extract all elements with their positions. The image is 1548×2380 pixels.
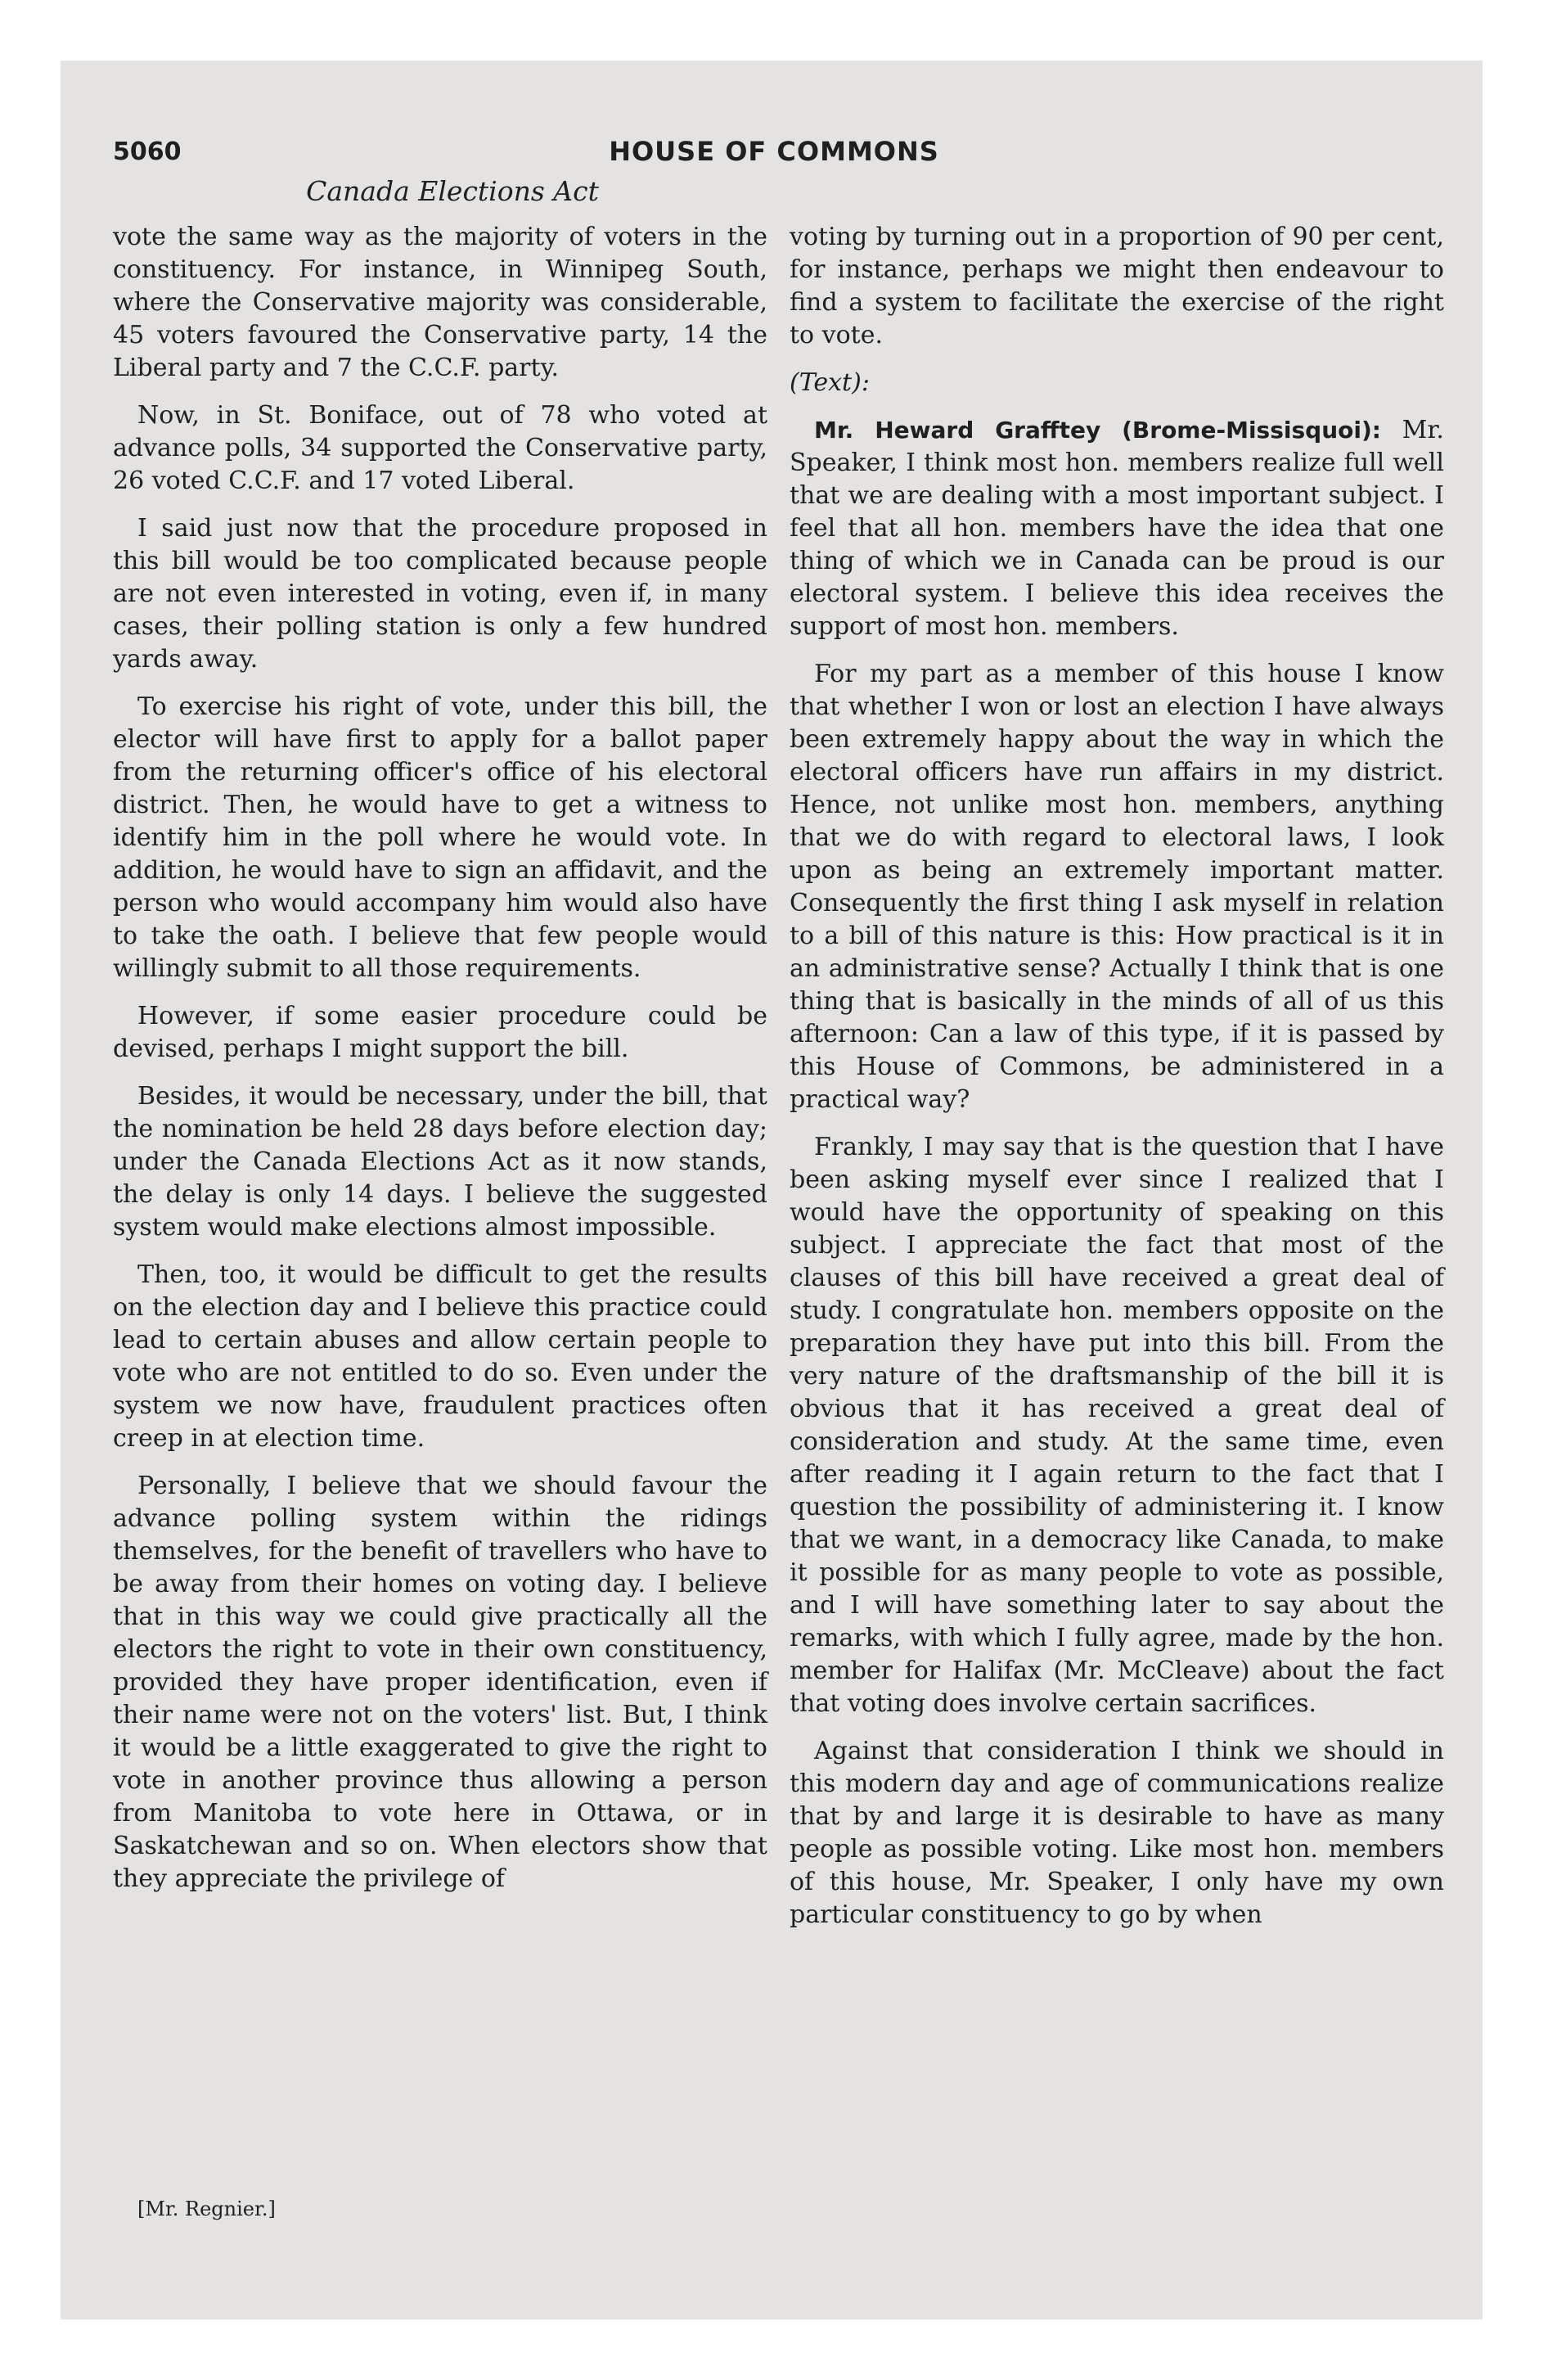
paragraph: However, if some easier procedure could be devised, perhaps I might support the bill. [113,1002,767,1063]
paragraph: For my part as a member of this house I know that whether I won or lost an election I have always been extremely happy about the way in which the electoral officers have run affairs in my district. Hence, not unlike most hon. members, anything that we do with regard to electoral laws, I look upon as being an extremely important matter. Consequently the first thing I ask myself in relation to a bill of this nature is this: How practical is it in an administrative sense? Actually I think that is one thing that is basically in the minds of all of us this afternoon: Can a law of this type, if it is passed by this House of Commons, be administered in a practical way? [790,660,1444,1114]
paragraph: vote the same way as the majority of voters in the constituency. For instance, in Winnipeg South, where the Conservative majority was considerable, 45 voters favoured the Conservative party, 14 the Liberal party and 7 the C.C.F. party. [113,223,767,382]
right-column [790,221,1444,1946]
paragraph: I said just now that the procedure proposed in this bill would be too complicated because people are not even interested in voting, even if, in many cases, their polling station is only a few hundred yards away. [113,514,767,674]
running-head: Canada Elections Act [306,175,599,207]
speech-opening-paragraph [790,414,1444,643]
paragraph: Personally, I believe that we should favour the advance polling system within the ridings themselves, for the benefit of travellers who have to be away from their homes on voting day. I believe that in this way we could give practically all the electors the right to vote in their own constituency, provided they have proper identification, even if their name were not on the voters' list. But, I think it would be a little exaggerated to give the right to vote in another province thus allowing a person from Manitoba to vote here in Ottawa, or in Saskatchewan and so on. When electors show that they appreciate the privilege of [113,1472,767,1893]
speaker-name: Mr. Heward Grafftey (Brome-Missisquoi): [814,417,1381,444]
speech-opening-text: Mr. Speaker, I think most hon. members realize full well that we are dealing with a most important subject. I feel that all hon. members have the idea that one thing of which we in Canada can be proud is our electoral system. I believe this idea receives the support of most hon. members. [790,416,1444,641]
page-title: HOUSE OF COMMONS [609,136,939,167]
page-number: 5060 [113,137,182,166]
left-column [113,221,767,1910]
stage-direction: (Text): [790,368,870,397]
speaker-reference: [Mr. Regnier.] [137,2197,276,2220]
paragraph: Besides, it would be necessary, under the bill, that the nomination be held 28 days before election day; under the Canada Elections Act as it now stands, the delay is only 14 days. I believe the suggested system would make elections almost impossible. [113,1082,767,1242]
paragraph: Now, in St. Boniface, out of 78 who voted at advance polls, 34 supported the Conservative party, 26 voted C.C.F. and 17 voted Liberal. [113,401,767,495]
paragraph: voting by turning out in a proportion of 90 per cent, for instance, perhaps we might then endeavour to find a system to facilitate the exercise of the right to vote. [790,223,1444,349]
paragraph: To exercise his right of vote, under this bill, the elector will have first to apply for a ballot paper from the returning officer's office of his electoral district. Then, he would have to get a witness to identify him in the poll where he would vote. In addition, he would have to sign an affidavit, and the person who would accompany him would also have to take the oath. I believe that few people would willingly submit to all those requirements. [113,692,767,983]
paragraph: Then, too, it would be difficult to get the results on the election day and I believe this practice could lead to certain abuses and allow certain people to vote who are not entitled to do so. Even under the system we now have, fraudulent practices often creep in at election time. [113,1260,767,1453]
paragraph: Against that consideration I think we should in this modern day and age of communications realize that by and large it is desirable to have as many people as possible voting. Like most hon. members of this house, Mr. Speaker, I only have my own particular constituency to go by when [790,1737,1444,1929]
paragraph: Frankly, I may say that is the question that I have been asking myself ever since I realized that I would have the opportunity of speaking on this subject. I appreciate the fact that most of the clauses of this bill have received a great deal of study. I congratulate hon. members opposite on the preparation they have put into this bill. From the very nature of the draftsmanship of the bill it is obvious that it has received a great deal of consideration and study. At the same time, even after reading it I again return to the fact that I question the possibility of administering it. I know that we want, in a democracy like Canada, to make it possible for as many people to vote as possible, and I will have something later to say about the remarks, with which I fully agree, made by the hon. member for Halifax (Mr. McCleave) about the fact that voting does involve certain sacrifices. [790,1133,1444,1718]
